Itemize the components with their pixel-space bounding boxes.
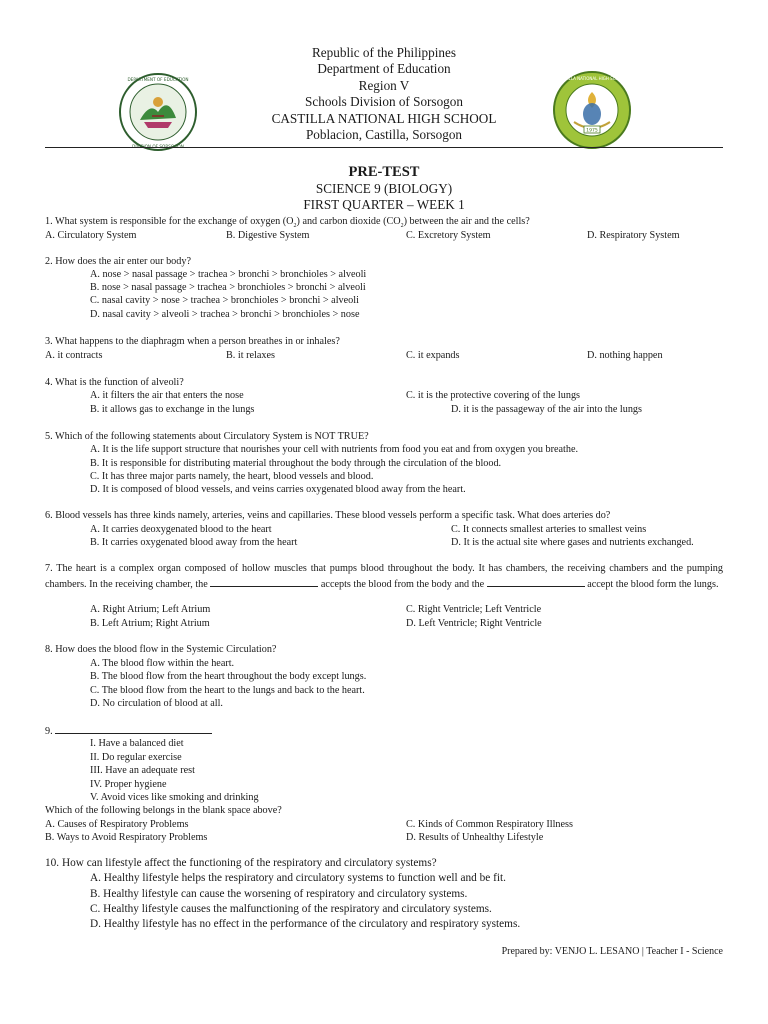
test-title-block [0, 165, 768, 212]
question-3: 3. What happens to the diaphragm when a person breathes in or inhales? [45, 336, 340, 347]
question-6: 6. Blood vessels has three kinds namely, arteries, veins and capillaries. These blood vessels perform a specific task. What does arteries do? [45, 510, 611, 521]
q5-option-a: A. It is the life support structure that nourishes your cell with nutrients from food you eat and from oxygen you breathe. [90, 444, 579, 455]
question-7 [45, 563, 723, 592]
question-2: 2. How does the air enter our body? [45, 256, 191, 267]
q9-item-2: II. Do regular exercise [90, 752, 182, 763]
school-seal-year: 1975 [586, 128, 598, 134]
q5-option-d: D. It is composed of blood vessels, and veins carries oxygenated blood away from the heart. [90, 484, 466, 495]
q7-text-part1: 7. The heart is a complex organ composed of hollow muscles that pumps blood throughout the body. It has chambers, the receiving chambers and the pumping chambers. In the receiving chamber, the [45, 563, 723, 590]
prepared-by: Prepared by: VENJO L. LESANO | Teacher I - Science [501, 946, 723, 957]
q6-option-c: C. It connects smallest arteries to smallest veins [451, 524, 647, 535]
q9-question: Which of the following belongs in the blank space above? [45, 805, 282, 816]
q3-option-a: A. it contracts [45, 350, 103, 361]
q1-subscript-1: 2 [293, 223, 297, 230]
q5-option-c: C. It has three major parts namely, the heart, blood vessels and blood. [90, 471, 374, 482]
letterhead [0, 45, 768, 143]
q7-blank-2 [487, 576, 585, 587]
q3-option-c: C. it expands [406, 350, 460, 361]
q7-option-d: D. Left Ventricle; Right Ventricle [406, 618, 542, 629]
q7-blank-1 [210, 576, 318, 587]
q9-option-c: C. Kinds of Common Respiratory Illness [406, 819, 573, 830]
header-line-division: Schools Division of Sorsogon [305, 94, 463, 110]
header-divider [45, 147, 723, 148]
q9-blank [55, 723, 212, 734]
q3-option-b: B. it relaxes [226, 350, 275, 361]
q2-option-a: A. nose > nasal passage > trachea > bronchi > bronchioles > alveoli [90, 269, 367, 280]
q4-option-d: D. it is the passageway of the air into the lungs [451, 404, 642, 415]
q1-option-a: A. Circulatory System [45, 230, 137, 241]
division-seal-text-bottom: DIVISION OF SORSOGON [132, 144, 184, 149]
q10-option-d: D. Healthy lifestyle has no effect in the performance of the circulatory and respiratory systems. [90, 918, 521, 930]
q1-option-c: C. Excretory System [406, 230, 491, 241]
q10-option-b: B. Healthy lifestyle can cause the worsening of respiratory and circulatory systems. [90, 888, 468, 900]
q7-option-b: B. Left Atrium; Right Atrium [90, 618, 210, 629]
q1-subscript-2: 2 [400, 223, 404, 230]
q8-option-b: B. The blood flow from the heart throughout the body except lungs. [90, 671, 367, 682]
question-4: 4. What is the function of alveoli? [45, 377, 184, 388]
q4-option-c: C. it is the protective covering of the lungs [406, 390, 580, 401]
q7-option-a: A. Right Atrium; Left Atrium [90, 604, 211, 615]
division-seal-logo [118, 72, 198, 152]
q9-option-b: B. Ways to Avoid Respiratory Problems [45, 832, 208, 843]
header-line-region: Region V [358, 77, 410, 93]
q9-option-d: D. Results of Unhealthy Lifestyle [406, 832, 544, 843]
question-10: 10. How can lifestyle affect the functioning of the respiratory and circulatory systems? [45, 857, 437, 869]
q2-option-c: C. nasal cavity > nose > trachea > bronchioles > bronchi > alveoli [90, 295, 359, 306]
q4-option-a: A. it filters the air that enters the nose [90, 390, 244, 401]
question-9 [45, 723, 212, 738]
q6-option-d: D. It is the actual site where gases and nutrients exchanged. [451, 537, 694, 548]
q9-item-1: I. Have a balanced diet [90, 738, 184, 749]
test-title: PRE-TEST [348, 164, 420, 180]
q10-option-c: C. Healthy lifestyle causes the malfunctioning of the respiratory and circulatory systems. [90, 903, 492, 915]
header-line-department: Department of Education [317, 61, 451, 77]
header-line-school: CASTILLA NATIONAL HIGH SCHOOL [271, 110, 497, 126]
q9-number: 9. [45, 726, 53, 737]
q6-option-b: B. It carries oxygenated blood away from the heart [90, 537, 298, 548]
q9-item-5: V. Avoid vices like smoking and drinking [90, 792, 259, 803]
q9-item-4: IV. Proper hygiene [90, 779, 167, 790]
q5-option-b: B. It is responsible for distributing material throughout the body through the circulation of the blood. [90, 458, 502, 469]
q7-text-part3: accept the blood form the lungs. [587, 578, 719, 590]
q1-text-b: ) and carbon dioxide (CO [296, 216, 401, 227]
division-seal-text-top: DEPARTMENT OF EDUCATION [127, 77, 189, 82]
school-seal-logo [552, 70, 632, 150]
q8-option-a: A. The blood flow within the heart. [90, 658, 235, 669]
q8-option-c: C. The blood flow from the heart to the lungs and back to the heart. [90, 685, 365, 696]
q1-text-a: 1. What system is responsible for the exchange of oxygen (O [45, 216, 294, 227]
q2-option-b: B. nose > nasal passage > trachea > bronchioles > bronchi > alveoli [90, 282, 366, 293]
q7-text-part2: accepts the blood from the body and the [320, 578, 485, 590]
header-line-address: Poblacion, Castilla, Sorsogon [305, 127, 463, 143]
q6-option-a: A. It carries deoxygenated blood to the heart [90, 524, 272, 535]
q7-option-c: C. Right Ventricle; Left Ventricle [406, 604, 542, 615]
header-line-republic: Republic of the Philippines [312, 45, 456, 60]
q2-option-d: D. nasal cavity > alveoli > trachea > bronchi > bronchioles > nose [90, 309, 360, 320]
q1-text-c: ) between the air and the cells? [403, 216, 530, 227]
test-period: FIRST QUARTER – WEEK 1 [303, 196, 465, 212]
question-8: 8. How does the blood flow in the Systemic Circulation? [45, 644, 277, 655]
q1-option-b: B. Digestive System [226, 230, 310, 241]
q9-item-3: III. Have an adequate rest [90, 765, 195, 776]
q1-option-d: D. Respiratory System [587, 230, 680, 241]
school-seal-text: CASTILLA NATIONAL HIGH SCHOOL [556, 76, 628, 81]
q8-option-d: D. No circulation of blood at all. [90, 698, 223, 709]
q3-option-d: D. nothing happen [587, 350, 663, 361]
test-subject: SCIENCE 9 (BIOLOGY) [315, 180, 453, 196]
q4-option-b: B. it allows gas to exchange in the lungs [90, 404, 255, 415]
question-5: 5. Which of the following statements about Circulatory System is NOT TRUE? [45, 431, 369, 442]
q10-option-a: A. Healthy lifestyle helps the respiratory and circulatory systems to function well and be fit. [90, 872, 506, 884]
q9-option-a: A. Causes of Respiratory Problems [45, 819, 189, 830]
